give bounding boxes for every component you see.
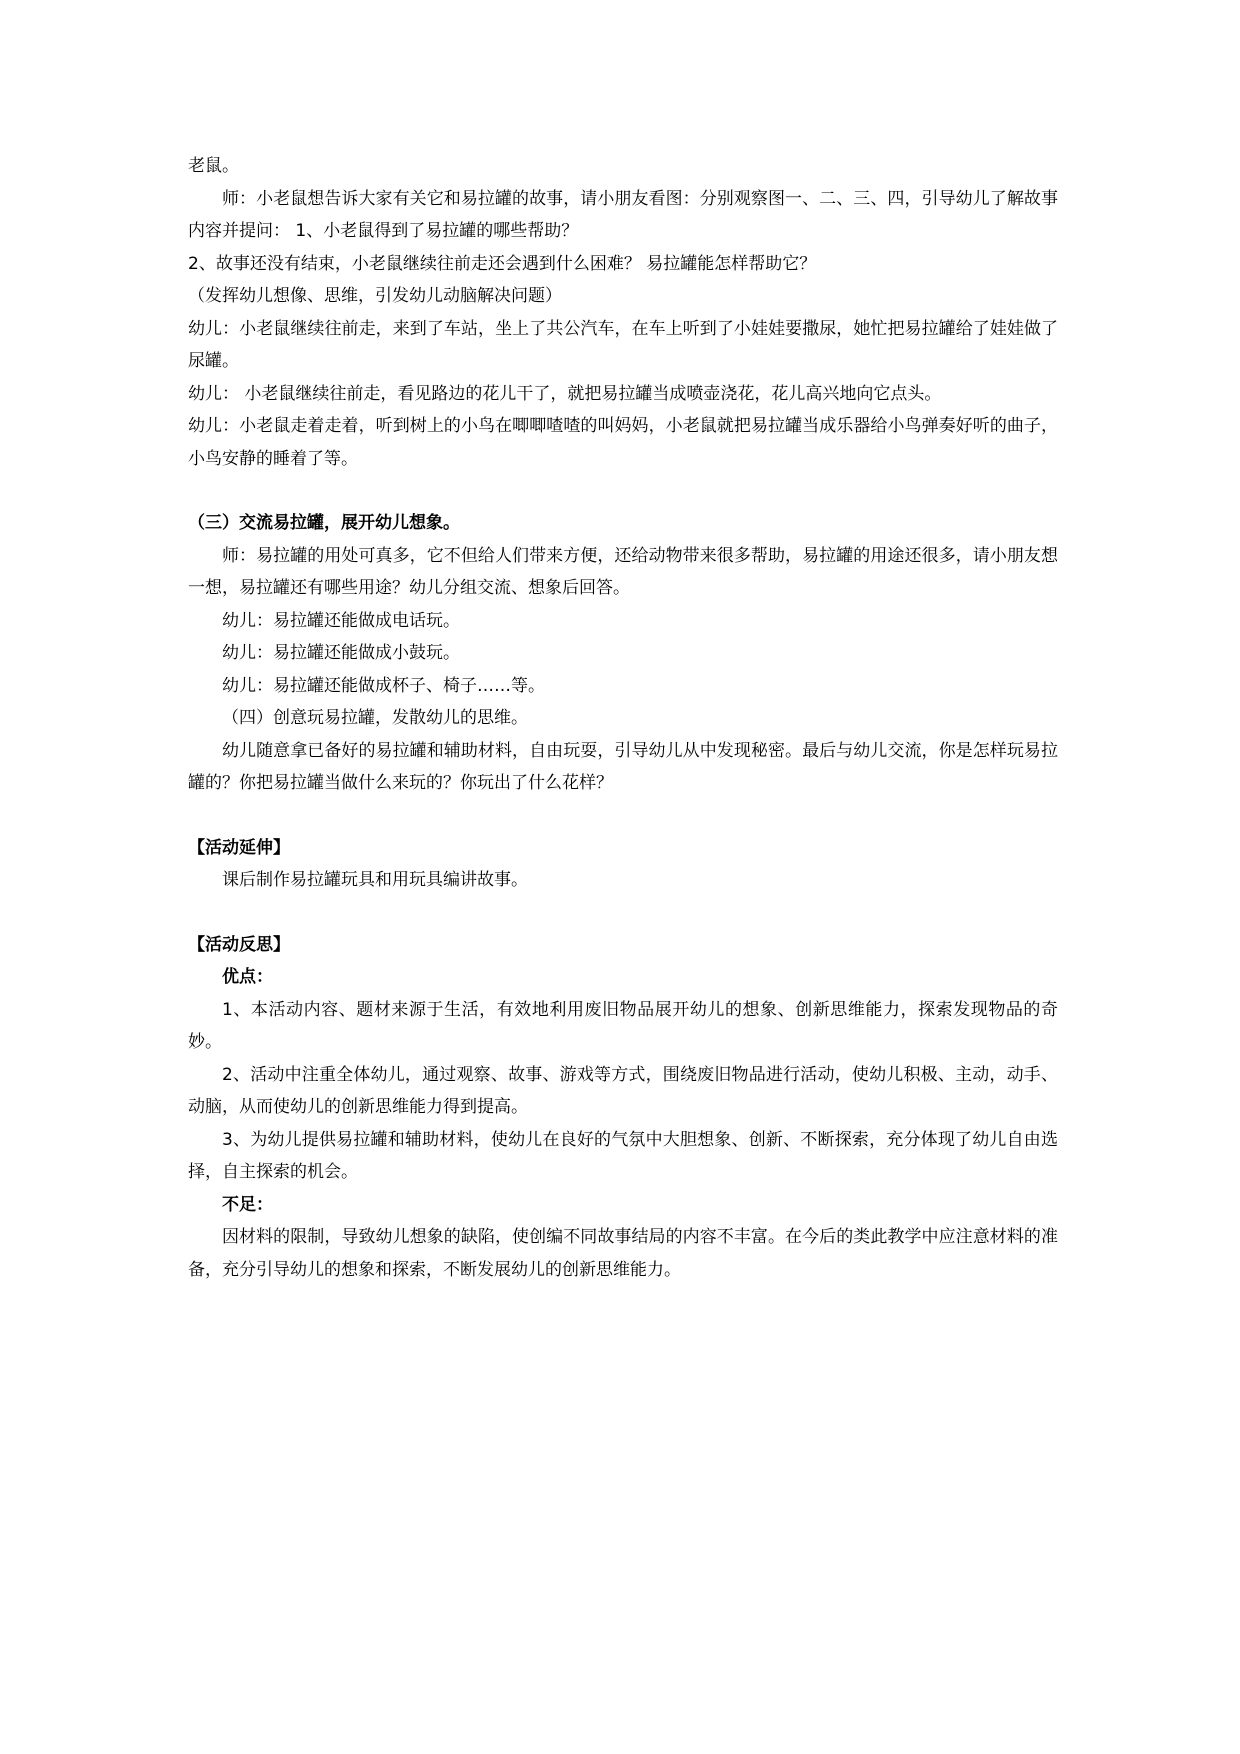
paragraph-spacer: [188, 475, 1058, 507]
paragraph-intro: 老鼠。: [188, 156, 239, 176]
paragraph-spacer: [188, 800, 1058, 832]
paragraph-question-2: 2、故事还没有结束，小老鼠继续往前走还会遇到什么困难？ 易拉罐能怎样帮助它？: [188, 253, 817, 274]
subheading-weaknesses: 不足：: [222, 1194, 273, 1215]
paragraph-extension: 课后制作易拉罐玩具和用玩具编讲故事。: [222, 870, 528, 890]
paragraph-child-answer-1: 幼儿：小老鼠继续往前走，来到了车站，坐上了共公汽车，在车上听到了小娃娃要撒尿，她忙把易拉罐给了娃娃做了尿罐。: [188, 318, 1058, 371]
document-page: [188, 150, 1058, 1286]
paragraph-child-drum: 幼儿：易拉罐还能做成小鼓玩。: [222, 643, 460, 663]
paragraph-child-cup: 幼儿：易拉罐还能做成杯子、椅子……等。: [222, 675, 545, 696]
paragraph-child-answer-2: 幼儿： 小老鼠继续往前走，看见路边的花儿干了，就把易拉罐当成喷壶浇花，花儿高兴地向它点头。: [188, 383, 942, 404]
heading-extension: 【活动延伸】: [188, 837, 290, 858]
paragraph-teacher-story: 师：小老鼠想告诉大家有关它和易拉罐的故事，请小朋友看图：分别观察图一、二、三、四，引导幼儿了解故事内容并提问： 1、小老鼠得到了易拉罐的哪些帮助？: [188, 188, 1058, 241]
paragraph-strength-3: 3、为幼儿提供易拉罐和辅助材料，使幼儿在良好的气氛中大胆想象、创新、不断探索，充分体现了幼儿自由选择，自主探索的机会。: [188, 1129, 1058, 1182]
paragraph-spacer: [188, 897, 1058, 929]
paragraph-free-play: 幼儿随意拿已备好的易拉罐和辅助材料，自由玩耍，引导幼儿从中发现秘密。最后与幼儿交流，你是怎样玩易拉罐的？你把易拉罐当做什么来玩的？你玩出了什么花样？: [188, 740, 1058, 793]
paragraph-child-answer-3: 幼儿：小老鼠走着走着，听到树上的小鸟在唧唧喳喳的叫妈妈，小老鼠就把易拉罐当成乐器给小鸟弹奏好听的曲子，小鸟安静的睡着了等。: [188, 416, 1058, 469]
paragraph-teacher-uses: 师：易拉罐的用处可真多，它不但给人们带来方便，还给动物带来很多帮助，易拉罐的用途还很多，请小朋友想一想，易拉罐还有哪些用途？幼儿分组交流、想象后回答。: [188, 545, 1058, 598]
paragraph-strength-1: 1、本活动内容、题材来源于生活，有效地利用废旧物品展开幼儿的想象、创新思维能力，探索发现物品的奇妙。: [188, 999, 1058, 1052]
subheading-strengths: 优点：: [222, 967, 273, 987]
section-heading-4: （四）创意玩易拉罐，发散幼儿的思维。: [222, 708, 528, 728]
heading-reflection: 【活动反思】: [188, 934, 290, 955]
section-heading-3: （三）交流易拉罐，展开幼儿想象。: [188, 513, 460, 533]
paragraph-note: （发挥幼儿想像、思维，引发幼儿动脑解决问题）: [188, 286, 562, 306]
paragraph-child-phone: 幼儿：易拉罐还能做成电话玩。: [222, 610, 460, 631]
paragraph-weakness: 因材料的限制，导致幼儿想象的缺陷，使创编不同故事结局的内容不丰富。在今后的类此教学中应注意材料的准备，充分引导幼儿的想象和探索，不断发展幼儿的创新思维能力。: [188, 1227, 1058, 1280]
paragraph-strength-2: 2、活动中注重全体幼儿，通过观察、故事、游戏等方式，围绕废旧物品进行活动，使幼儿积极、主动，动手、动脑，从而使幼儿的创新思维能力得到提高。: [188, 1064, 1058, 1117]
